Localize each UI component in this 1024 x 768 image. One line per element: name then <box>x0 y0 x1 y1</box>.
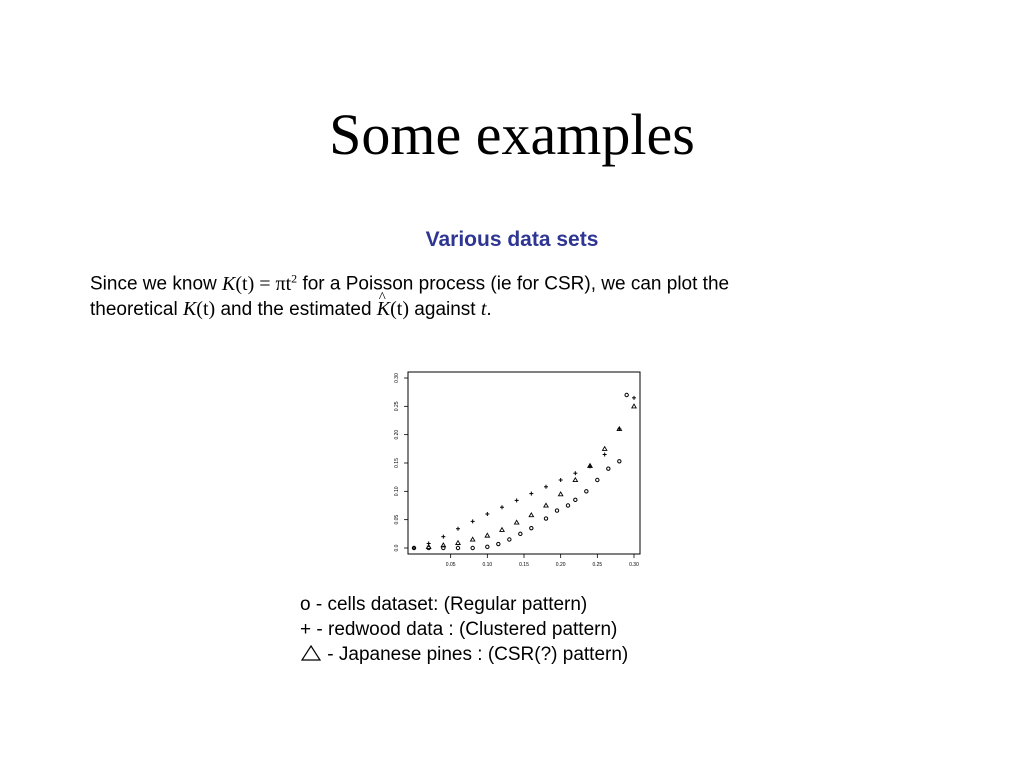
intro-text-2c: and the estimated <box>215 298 377 320</box>
pines-point <box>544 503 548 507</box>
plus-marker-icon: + <box>300 619 312 640</box>
circle-marker-icon: o <box>300 594 311 615</box>
cells-point <box>625 393 628 396</box>
cells-point <box>544 517 547 520</box>
k-function-scatter-plot <box>380 362 650 572</box>
x-tick-label: 0.05 <box>445 562 456 568</box>
formula-k-of-t: $K(t) = \pi t^2$ <box>222 271 298 295</box>
cells-point <box>574 498 577 501</box>
pines-point <box>529 513 533 517</box>
legend <box>300 592 628 667</box>
intro-text-2e: against <box>409 298 481 320</box>
redwood-point <box>500 505 504 509</box>
formula-t: t <box>480 297 487 320</box>
redwood-point <box>515 498 519 502</box>
cells-point <box>566 504 569 507</box>
y-tick-label: 0.20 <box>394 429 400 440</box>
cells-point <box>618 460 621 463</box>
redwood-point <box>441 535 445 539</box>
pines-point <box>470 537 474 541</box>
plot-frame <box>408 372 640 554</box>
formula-estimated-khat: ^ K(t) <box>377 298 409 320</box>
y-tick-label: 0.10 <box>394 486 400 497</box>
triangle-outline-icon <box>300 644 322 662</box>
redwood-point <box>529 492 533 496</box>
x-tick-label: 0.25 <box>592 562 603 568</box>
intro-text-2f: . <box>486 298 492 320</box>
pines-point <box>514 520 518 524</box>
redwood-point <box>632 396 636 400</box>
redwood-point <box>456 527 460 531</box>
redwood-point <box>471 519 475 523</box>
pines-point <box>558 492 562 496</box>
slide-title: Some examples <box>329 102 695 167</box>
cells-point <box>596 478 599 481</box>
cells-point <box>471 546 474 549</box>
y-tick-label: 0.25 <box>394 401 400 412</box>
pines-point <box>632 404 636 408</box>
x-tick-label: 0.20 <box>555 562 566 568</box>
cells-point <box>486 545 489 548</box>
pines-point <box>573 478 577 482</box>
y-tick-label: 0.30 <box>394 373 400 383</box>
cells-point <box>585 490 588 493</box>
pines-point <box>500 528 504 532</box>
legend-item-cells: o - cells dataset: (Regular pattern) <box>300 594 588 615</box>
cells-point <box>530 526 533 529</box>
axes <box>394 373 639 568</box>
cells-point <box>497 542 500 545</box>
formula-theoretical-k: K(t) <box>182 297 216 320</box>
intro-text-2a: theoretical <box>90 298 183 320</box>
x-tick-label: 0.30 <box>629 562 639 568</box>
y-tick-label: 0.0 <box>394 544 400 552</box>
intro-paragraph <box>90 266 950 322</box>
pines-point <box>456 541 460 545</box>
x-tick-label: 0.15 <box>519 562 529 568</box>
legend-item-pines: - Japanese pines : (CSR(?) pattern) <box>300 642 628 667</box>
x-tick-label: 0.10 <box>482 562 493 568</box>
redwood-point <box>559 478 563 482</box>
cells-point <box>519 532 522 535</box>
redwood-point <box>544 485 548 489</box>
legend-item-redwood: + - redwood data : (Clustered pattern) <box>300 619 618 640</box>
y-tick-label: 0.15 <box>394 458 400 468</box>
intro-text-1a: Since we know <box>90 273 223 295</box>
cells-point <box>607 467 610 470</box>
cells-point <box>508 538 511 541</box>
redwood-point <box>573 471 577 475</box>
y-tick-label: 0.05 <box>394 514 400 525</box>
section-heading: Various data sets <box>425 228 599 251</box>
data-marks <box>412 393 636 550</box>
pines-point <box>485 533 489 537</box>
pines-point <box>602 447 606 451</box>
redwood-point <box>603 453 607 457</box>
cells-point <box>456 546 459 549</box>
cells-point <box>555 509 558 512</box>
intro-text-1c: for a Poisson process (ie for CSR), we can plot the <box>297 273 730 295</box>
redwood-point <box>485 512 489 516</box>
